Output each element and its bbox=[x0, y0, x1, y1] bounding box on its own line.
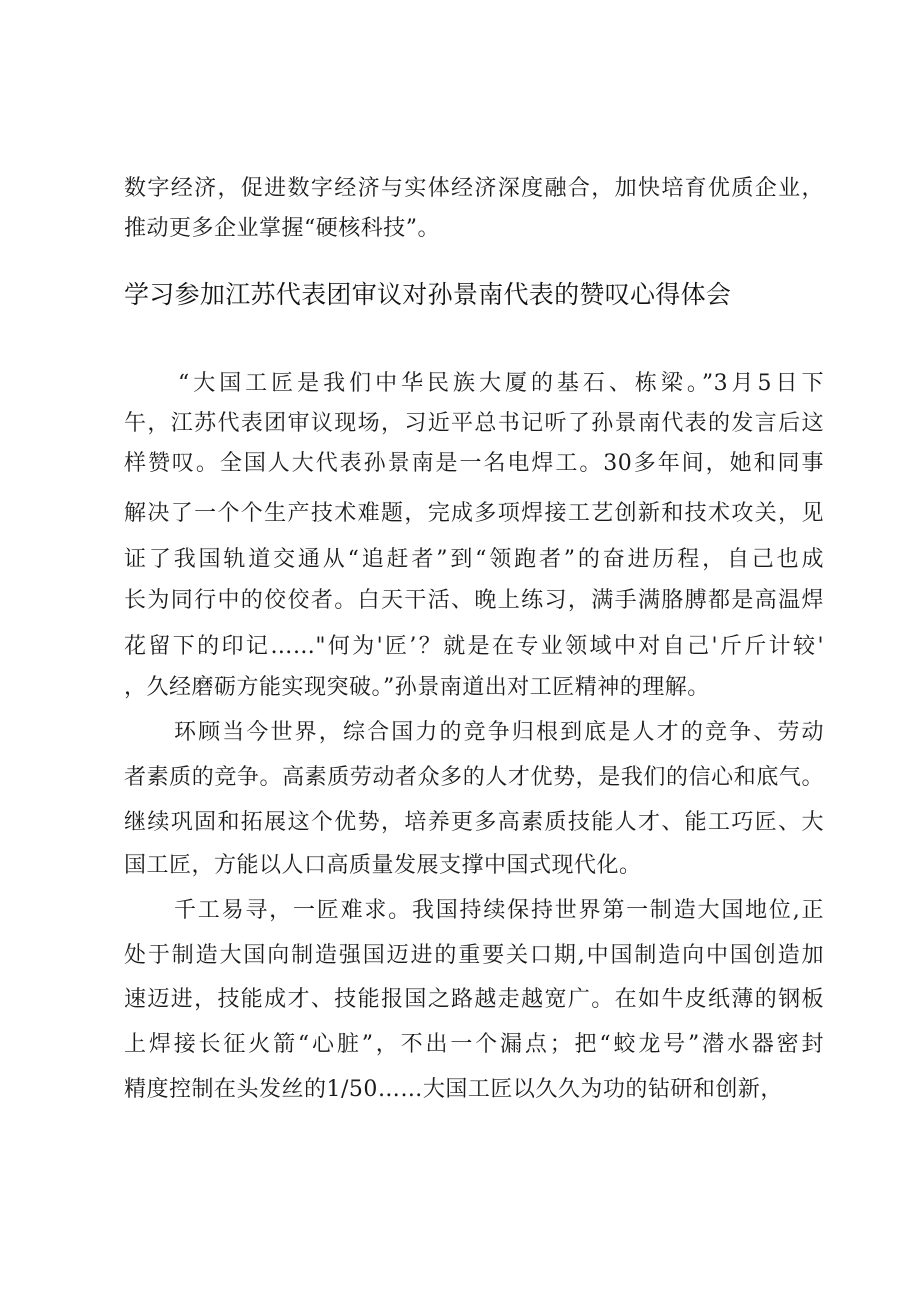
paragraph-3-line-5: 精度控制在头发丝的1/50……大国工匠以久久为功的钻研和创新， bbox=[124, 1077, 783, 1102]
paragraph-1-line-3: 样赞叹。全国人大代表孙景南是一名电焊工。30多年间，她和同事 bbox=[124, 451, 824, 476]
paragraph-3-line-3: 速迈进，技能成才、技能报国之路越走越宽广。在如牛皮纸薄的钢板 bbox=[124, 987, 824, 1012]
paragraph-3-line-1: 千工易寻，一匠难求。我国持续保持世界第一制造大国地位,正 bbox=[174, 898, 824, 923]
paragraph-1-line-8: ，久经磨砺方能实现突破。”孙景南道出对工匠精神的理解。 bbox=[124, 675, 710, 700]
paragraph-1-line-5: 证了我国轨道交通从“追赶者”到“领跑者”的奋进历程，自己也成 bbox=[124, 547, 824, 572]
prev-paragraph-line-1: 数字经济，促进数字经济与实体经济深度融合，加快培育优质企业， bbox=[124, 176, 824, 201]
paragraph-2-line-2: 者素质的竞争。高素质劳动者众多的人才优势，是我们的信心和底气。 bbox=[124, 765, 824, 790]
paragraph-1-line-2: 午，江苏代表团审议现场，习近平总书记听了孙景南代表的发言后这 bbox=[124, 411, 824, 436]
paragraph-1-line-4: 解决了一个个生产技术难题，完成多项焊接工艺创新和技术攻关，见 bbox=[124, 501, 824, 526]
paragraph-1-line-7: 花留下的印记……"何为'匠’？就是在专业领域中对自己'斤斤计较' bbox=[124, 634, 824, 659]
paragraph-2-line-4: 国工匠，方能以人口高质量发展支撑中国式现代化。 bbox=[124, 853, 642, 878]
paragraph-2-line-1: 环顾当今世界，综合国力的竞争归根到底是人才的竞争、劳动 bbox=[174, 720, 824, 745]
paragraph-3-line-4: 上焊接长征火箭“心脏”，不出一个漏点；把“蛟龙号”潜水器密封 bbox=[124, 1032, 824, 1057]
article-title: 学习参加江苏代表团审议对孙景南代表的赞叹心得体会 bbox=[124, 280, 732, 309]
paragraph-1-line-6: 长为同行中的佼佼者。白天干活、晚上练习，满手满胳膊都是高温焊 bbox=[124, 588, 824, 613]
paragraph-3-line-2: 处于制造大国向制造强国迈进的重要关口期,中国制造向中国创造加 bbox=[124, 943, 824, 968]
paragraph-1-line-1: “大国工匠是我们中华民族大厦的基石、栋梁。”3月5日下 bbox=[178, 371, 824, 396]
prev-paragraph-line-2: 推动更多企业掌握“硬核科技”。 bbox=[124, 216, 440, 241]
paragraph-2-line-3: 继续巩固和拓展这个优势，培养更多高素质技能人才、能工巧匠、大 bbox=[124, 810, 824, 835]
